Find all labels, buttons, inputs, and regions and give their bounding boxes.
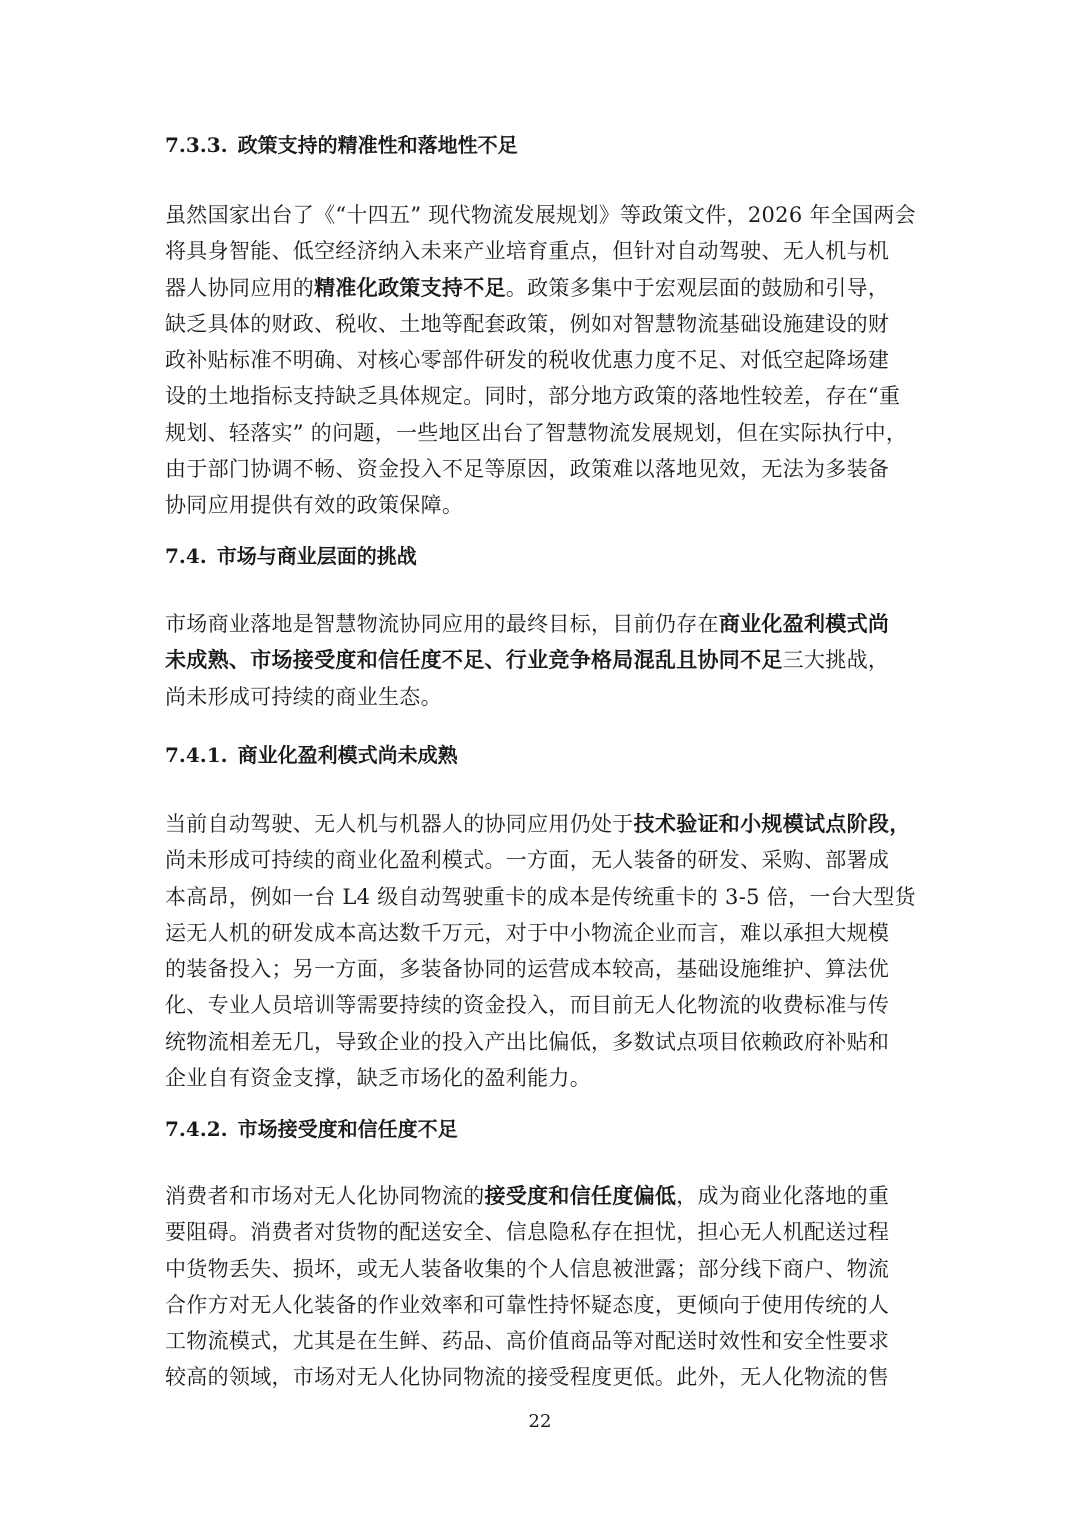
text-run: 。政策多集中于宏观层面的鼓励和引导， — [505, 275, 890, 300]
bold-text-run: 接受度和信任度偏低 — [484, 1183, 677, 1208]
section-title: 政策支持的精准性和落地性不足 — [237, 133, 518, 157]
paragraph-line: 统物流相差无几，导致企业的投入产出比偏低，多数试点项目依赖政府补贴和 — [165, 1029, 890, 1054]
paragraph-market-challenges — [165, 606, 925, 715]
paragraph-line: 工物流模式，尤其是在生鲜、药品、高价值商品等对配送时效性和安全性要求 — [165, 1329, 890, 1354]
paragraph-line: 的装备投入；另一方面，多装备协同的运营成本较高，基础设施维护、算法优 — [165, 957, 890, 982]
paragraph-line — [165, 642, 925, 678]
paragraph-line: 化、专业人员培训等需要持续的资金投入，而目前无人化物流的收费标准与传 — [165, 993, 890, 1018]
paragraph-line: 由于部门协调不畅、资金投入不足等原因，政策难以落地见效，无法为多装备 — [165, 457, 890, 482]
paragraph-line: 中货物丢失、损坏，或无人装备收集的个人信息被泄露；部分线下商户、物流 — [165, 1256, 890, 1281]
paragraph-line: 设的土地指标支持缺乏具体规定。同时，部分地方政策的落地性较差，存在“重 — [165, 384, 901, 409]
bold-text-run: 技术验证和小规模试点阶段 — [633, 811, 890, 836]
paragraph-line: 合作方对无人化装备的作业效率和可靠性持怀疑态度，更倾向于使用传统的人 — [165, 1292, 890, 1317]
paragraph-line — [165, 606, 925, 642]
text-run: 三大挑战， — [782, 648, 890, 673]
paragraph-line — [165, 270, 925, 306]
section-title: 商业化盈利模式尚未成熟 — [237, 743, 458, 767]
bold-text-run: 商业化盈利模式尚 — [718, 611, 890, 636]
text-run: ，成为商业化落地的重 — [676, 1184, 890, 1208]
text-run: 消费者和市场对无人化协同物流的 — [165, 1184, 485, 1208]
section-number: 7.4.2. — [165, 1117, 228, 1141]
section-heading-7-4 — [165, 542, 925, 570]
paragraph-profit-model — [165, 806, 925, 1096]
paragraph-line: 尚未形成可持续的商业化盈利模式。一方面，无人装备的研发、采购、部署成 — [165, 848, 890, 873]
section-number: 7.4.1. — [165, 743, 228, 767]
paragraph-line: 将具身智能、低空经济纳入未来产业培育重点，但针对自动驾驶、无人机与机 — [165, 239, 890, 264]
paragraph-line — [165, 806, 925, 842]
section-title: 市场与商业层面的挑战 — [216, 544, 417, 568]
paragraph-line: 运无人机的研发成本高达数千万元，对于中小物流企业而言，难以承担大规模 — [165, 920, 890, 945]
paragraph-line: 尚未形成可持续的商业生态。 — [165, 684, 442, 709]
paragraph-line: 虽然国家出台了《“十四五” 现代物流发展规划》等政策文件，2026 年全国两会 — [165, 203, 916, 227]
section-heading-7-3-3 — [165, 131, 925, 159]
paragraph-line: 协同应用提供有效的政策保障。 — [165, 493, 464, 518]
text-run: 器人协同应用的 — [165, 275, 315, 300]
section-title: 市场接受度和信任度不足 — [237, 1117, 458, 1141]
paragraph-line: 较高的领域，市场对无人化协同物流的接受程度更低。此外，无人化物流的售 — [165, 1365, 890, 1390]
paragraph-line: 规划、轻落实” 的问题，一些地区出台了智慧物流发展规划，但在实际执行中， — [165, 420, 908, 445]
section-heading-7-4-1 — [165, 741, 925, 769]
paragraph-line: 要阻碍。消费者对货物的配送安全、信息隐私存在担忧，担心无人机配送过程 — [165, 1220, 890, 1245]
bold-text-run: 未成熟、市场接受度和信任度不足、行业竞争格局混乱且协同不足 — [165, 647, 783, 673]
paragraph-line: 企业自有资金支撑，缺乏市场化的盈利能力。 — [165, 1066, 591, 1091]
paragraph-line: 本高昂，例如一台 L4 级自动驾驶重卡的成本是传统重卡的 3-5 倍，一台大型货 — [165, 884, 916, 909]
paragraph-policy-support — [165, 197, 925, 524]
paragraph-market-acceptance — [165, 1178, 925, 1396]
text-run: 当前自动驾驶、无人机与机器人的协同应用仍处于 — [165, 812, 634, 836]
section-number: 7.3.3. — [165, 133, 228, 157]
paragraph-line — [165, 1178, 925, 1214]
section-heading-7-4-2 — [165, 1115, 925, 1143]
bold-text-run: ， — [889, 811, 911, 836]
paragraph-line: 政补贴标准不明确、对核心零部件研发的税收优惠力度不足、对低空起降场建 — [165, 348, 890, 373]
paragraph-line: 缺乏具体的财政、税收、土地等配套政策，例如对智慧物流基础设施建设的财 — [165, 311, 890, 336]
bold-text-run: 精准化政策支持不足 — [314, 274, 506, 300]
section-number: 7.4. — [165, 544, 207, 568]
text-run: 市场商业落地是智慧物流协同应用的最终目标，目前仍存在 — [165, 612, 719, 636]
page-number: 22 — [528, 1411, 552, 1432]
